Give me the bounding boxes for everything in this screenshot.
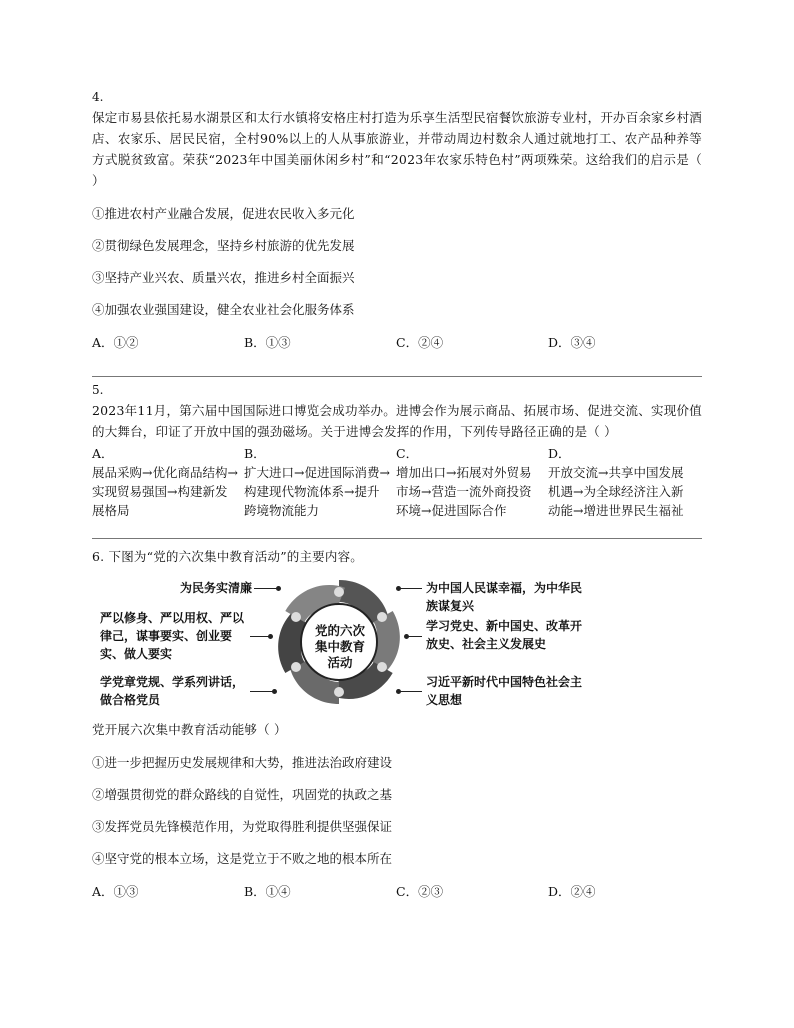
petal-icon: [291, 612, 301, 622]
question-divider: [92, 376, 702, 377]
statement-1: ①进一步把握历史发展规律和大势，推进法治政府建设: [92, 755, 393, 770]
question-4: [92, 90, 702, 352]
question-stem: 2023年11月，第六届中国国际进口博览会成功举办。进博会作为展示商品、拓展市场、促进交流、实现价值的大舞台，印证了开放中国的强劲磁场。关于进博会发挥的作用，下列传导路径正确的是（ ）: [92, 403, 702, 439]
option-c[interactable]: C．②③: [396, 884, 444, 899]
option-d[interactable]: D．③④: [548, 335, 596, 350]
option-b[interactable]: B．①④: [244, 884, 291, 899]
option-text: 展品采购→优化商品结构→实现贸易强国→构建新发展格局: [92, 465, 238, 518]
option-c[interactable]: [396, 444, 548, 520]
option-letter: B．: [244, 446, 266, 461]
question-number: 4.: [92, 90, 104, 104]
question-intro: 6. 下图为“党的六次集中教育活动”的主要内容。: [92, 549, 363, 564]
statement-1: ①推进农村产业融合发展，促进农民收入多元化: [92, 206, 355, 221]
option-a[interactable]: A．①③: [92, 884, 139, 899]
option-text: 开放交流→共享中国发展机遇→为全球经济注入新动能→增进世界民生福祉: [548, 465, 684, 518]
option-a[interactable]: A．①②: [92, 335, 139, 350]
petal-icon: [291, 662, 301, 672]
diagram-label-right-2: 学习党史、新中国史、改革开放史、社会主义发展史: [426, 619, 583, 651]
question-5: [92, 383, 702, 520]
option-b[interactable]: [244, 444, 396, 520]
petal-icon: [334, 587, 344, 597]
option-a[interactable]: [92, 444, 244, 520]
statement-3: ③发挥党员先锋模范作用，为党取得胜利提供坚强保证: [92, 819, 393, 834]
question-divider: [92, 538, 702, 539]
option-c[interactable]: C．②④: [396, 335, 444, 350]
option-letter: A．: [92, 446, 114, 461]
question-stem: 党开展六次集中教育活动能够（ ）: [92, 722, 287, 737]
diagram-center-title: 党的六次集中教育活动: [314, 623, 365, 670]
petal-icon: [334, 687, 344, 697]
statement-4: ④坚守党的根本立场，这是党立于不败之地的根本所在: [92, 851, 393, 866]
question-6: [92, 546, 702, 901]
option-letter: D．: [548, 446, 571, 461]
option-letter: C．: [396, 446, 419, 461]
answer-options: [92, 334, 702, 352]
petal-icon: [377, 612, 387, 622]
diagram-label-left-1: 为民务实清廉: [179, 581, 252, 595]
option-text: 增加出口→拓展对外贸易市场→营造一流外商投资环境→促进国际合作: [396, 465, 532, 518]
answer-options: [92, 883, 702, 901]
statement-3: ③坚持产业兴农、质量兴农，推进乡村全面振兴: [92, 270, 355, 285]
option-d[interactable]: D．②④: [548, 884, 596, 899]
question-stem: 保定市易县依托易水湖景区和太行水镇将安格庄村打造为乐享生活型民宿餐饮旅游专业村，开办百余家乡村酒店、农家乐、居民民宿，全村90%以上的人从事旅游业，并带动周边村数余人通过就地打工、农产品种养等方式脱贫致富。荣获“2023年中国美丽休闲乡村”和“2023年农家乐特色村”两项殊荣。这给我们的启示是（ ）: [92, 110, 702, 188]
diagram-label-left-3: 学党章党规、学系列讲话，做合格党员: [100, 675, 245, 707]
option-text: 扩大进口→促进国际消费→构建现代物流体系→提升跨境物流能力: [244, 465, 390, 518]
question-number: 5.: [92, 383, 104, 397]
diagram-label-left-2: 严以修身、严以用权、严以律己，谋事要实、创业要实、做人要实: [100, 611, 245, 661]
statement-2: ②贯彻绿色发展理念，坚持乡村旅游的优先发展: [92, 238, 355, 253]
option-b[interactable]: B．①③: [244, 335, 291, 350]
diagram-label-right-3: 习近平新时代中国特色社会主义思想: [426, 675, 583, 707]
option-d[interactable]: [548, 444, 700, 520]
statement-4: ④加强农业强国建设，健全农业社会化服务体系: [92, 302, 355, 317]
diagram-label-right-1: 为中国人民谋幸福，为中华民族谋复兴: [426, 581, 583, 613]
petal-icon: [377, 662, 387, 672]
answer-options: [92, 444, 702, 520]
statement-2: ②增强贯彻党的群众路线的自觉性，巩固党的执政之基: [92, 787, 393, 802]
education-activities-diagram: [92, 579, 592, 709]
